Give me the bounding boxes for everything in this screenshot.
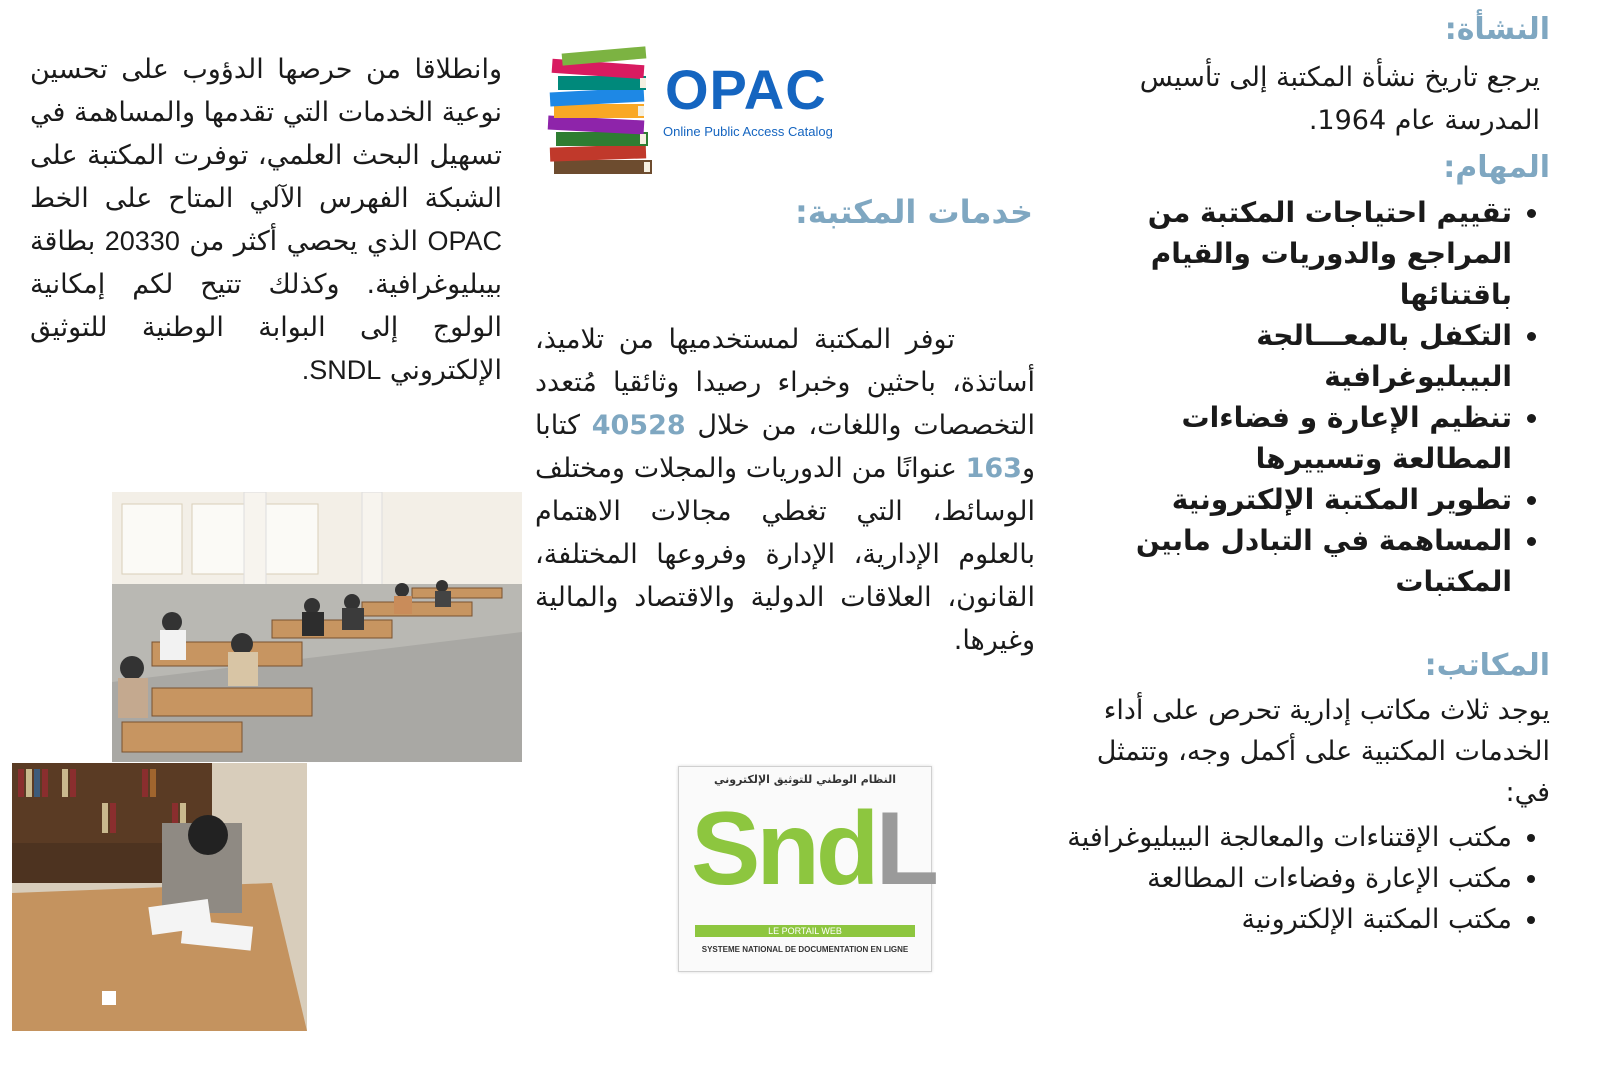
books-stack-icon [540,42,660,182]
opac-subtitle: Online Public Access Catalog [663,124,833,139]
periodicals-count: 163 [965,453,1022,484]
list-item: • مكتب الإقتناءات والمعالجة البيبليوغرافية [1060,817,1512,858]
sndl-arabic-title: النظام الوطني للتوثيق الإلكتروني [713,773,897,786]
origin-text: يرجع تاريخ نشأة المكتبة إلى تأسيس المدرسة عام 1964. [1139,62,1540,136]
sndl-abbr: SNDL. [301,355,382,385]
services-text-part-1: توفر المكتبة لمستخدميها من تلاميذ، أساتذة، باحثين وخبراء رصيدا وثائقيا مُتعدد التخصصات واللغات، من خلال [535,324,1035,441]
origin-heading: النشأة: [1444,12,1550,47]
list-item: • التكفل بالمعـــالجة البيبليوغرافية [1060,315,1512,397]
services-heading: خدمات المكتبة: [794,193,1033,231]
tasks-heading: المهام: [1443,150,1550,185]
list-item: • تنظيم الإعارة و فضاءات المطالعة وتسييرها [1060,397,1512,479]
sndl-word-part-3: L [875,791,935,907]
opac-text-part-2: الذي يحصي أكثر من [189,226,419,257]
exam-hall-photo [112,492,522,762]
sndl-footer: SYSTEME NATIONAL DE DOCUMENTATION EN LIGNE [701,945,909,954]
opac-text-part-3: بطاقة بيبليوغرافية. وكذلك تتيح لكم إمكانية الولوج إلى البوابة الوطنية للتوثيق الإلكتروني [30,226,502,386]
list-item: • مكتب المكتبة الإلكترونية [1060,899,1512,940]
list-item: • المساهمة في التبادل مابين المكتبات [1060,520,1512,602]
opac-abbr: OPAC [427,226,502,256]
services-text-part-3: عنوانًا من الدوريات والمجلات ومختلف الوسائط، التي تغطي مجالات الاهتمام بالعلوم الإدارية، الإدارة وفروعها المختلفة، القانون، العلاقات الدولية والاقتصاد والمالية وغيرها. [535,453,1035,656]
sndl-word-part-2: d [815,791,876,907]
opac-wordmark: OPAC [665,58,827,121]
sndl-wordmark [691,789,935,909]
list-item: • تقييم احتياجات المكتبة من المراجع والدوريات والقيام باقتنائها [1060,192,1512,315]
reading-room-photo [12,763,307,1031]
left-column [30,48,502,392]
list-item: • مكتب الإعارة وفضاءات المطالعة [1060,858,1512,899]
records-count: 20330 [104,226,180,256]
tasks-list [1060,192,1550,602]
services-text [535,318,1035,662]
offices-list [1060,817,1550,940]
services-text-part-2: كتابا و [535,410,1035,484]
opac-text-part-1: وانطلاقا من حرصها الدؤوب على تحسين نوعية الخدمات التي تقدمها والمساهمة في تسهيل البحث العلمي، توفرت المكتبة على الشبكة الفهرس الآلي المتاح على الخط [30,54,502,214]
sndl-band: LE PORTAIL WEB [695,925,915,937]
offices-heading: المكاتب: [1424,648,1550,683]
right-column [1060,10,1550,940]
opac-logo [540,42,880,182]
sndl-logo [678,766,935,972]
sndl-word-part-1: Sn [691,791,816,907]
opac-paragraph [30,48,502,392]
books-count: 40528 [591,410,686,441]
offices-intro: يوجد ثلاث مكاتب إدارية تحرص على أداء الخدمات المكتبية على أكمل وجه، وتتمثل في: [1096,695,1550,808]
middle-column [535,190,1035,662]
list-item: • تطوير المكتبة الإلكترونية [1060,479,1512,520]
